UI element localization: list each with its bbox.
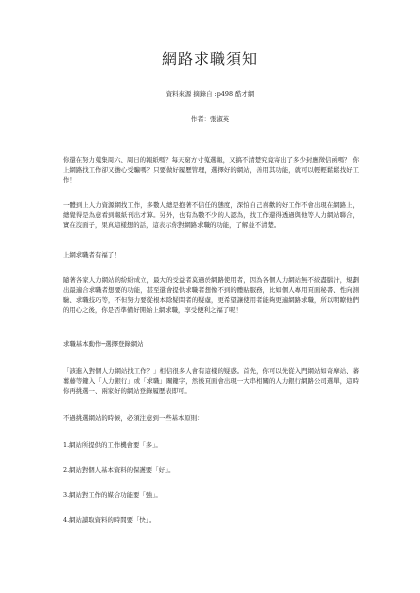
principle-4: 4.網站讀取資料的時間要「快」。 bbox=[63, 516, 156, 524]
paragraph-which-site: 「該進入對個人力網站找工作？」相信很多人會有這樣的疑惑。首先，你可以先從入門網站如奇摩站、蕃薯藤等鍵入「人力銀行」或「求職」關鍵字，然後頁面會出現一大串相關的人力銀行網路公司選單，這時你再挑選一、兩家好的網站登錄履歷表即可。 bbox=[63, 367, 359, 395]
section-heading-basic-action: 求職基本動作─選擇登錄網站 bbox=[63, 340, 144, 348]
principle-1: 1.網站所提供的工作機會要「多」。 bbox=[63, 441, 162, 449]
principle-3: 3.網站對工作的媒合功能要「強」。 bbox=[63, 491, 162, 499]
paragraph-websites: 隨著各家人力網站的紛紛成立，最大的受益者莫過於網路使用者，因為各個人力網站無不絞盡腦汁，規劃出最適合求職者想要的功能，甚至還會提供求職者想像不到的體貼服務，比如個人專用頁面秘書、性向測驗、求職技巧等，不但努力要從根本除疑問者的疑慮，更希望讓使用者能夠更適網路求職，所以明瞭他們的用心之後，你是否準備好開始上網求職，享受便利之福了呢！ bbox=[63, 276, 359, 314]
paragraph-intro: 你還在努力蒐集周六、周日的報紙嗎？每天窮方寸蒐選報，又搞不清楚究竟寄出了多少封應徵信函嗎？ 你上網路找工作卻又擔心受騙嗎？只要做好履歷管理，選擇好的網站，善用其功能，就可以輕輕鬆鬆找好工作！ bbox=[63, 156, 359, 184]
source-line: 資料來源 摘錄自 :p498 酷才網 bbox=[165, 90, 255, 98]
document-title: 網路求職須知 bbox=[161, 50, 258, 68]
section-heading-blessed: 上網求職者有福了！ bbox=[63, 251, 121, 259]
paragraph-trust: 一體到上人力資源網找工作，多數人總是抱著不信任的態度，深怕自己喜歡的好工作不會出現在網路上，總覺得是為意看到報紙刊出才算。另外，也有為數不少的人認為，找工作還得透過與他等人力網站聯合，實在沒面子，果真這樣想的話，這表示你對網路求職的功能，了解並不清楚。 bbox=[63, 201, 359, 229]
principle-2: 2.網站對個人基本資料的保護要「好」。 bbox=[63, 466, 175, 474]
author-line: 作者：張淑英 bbox=[190, 115, 230, 123]
principles-intro: 不過挑選網站的時候，必須注意到一些基本原則： bbox=[63, 414, 204, 422]
